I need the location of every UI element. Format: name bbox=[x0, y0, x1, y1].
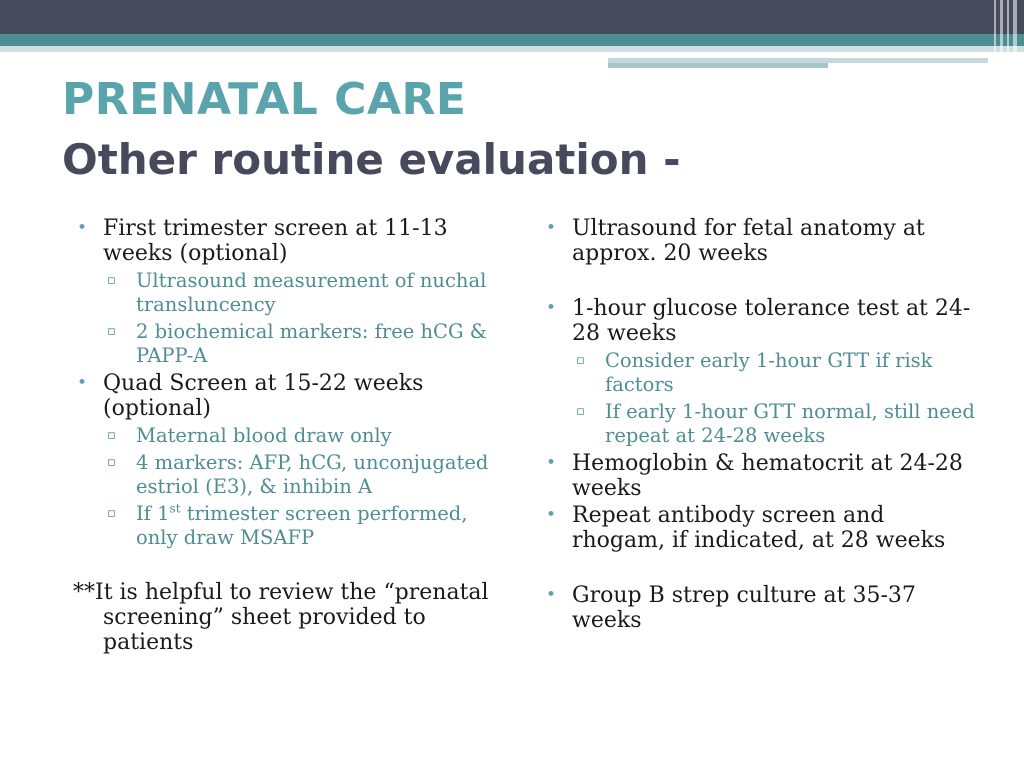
sub-bullet-icon: ▫ bbox=[107, 455, 116, 470]
slide-subtitle: Other routine evaluation - bbox=[62, 135, 681, 184]
bullet-icon: • bbox=[546, 453, 557, 473]
list-item-fetal-anatomy-ultrasound bbox=[541, 216, 981, 266]
header-accent-line-short bbox=[608, 63, 828, 68]
bullet-icon: • bbox=[546, 218, 557, 238]
slide-title: PRENATAL CARE bbox=[62, 74, 467, 125]
header-band-light bbox=[0, 46, 1024, 52]
list-item-text: 1-hour glucose tolerance test at 24-28 weeks bbox=[572, 296, 971, 346]
sub-item-early-gtt bbox=[572, 349, 981, 397]
header-vertical-stripes bbox=[990, 0, 1024, 70]
list-item-group-b-strep bbox=[541, 583, 981, 633]
superscript-ordinal: st bbox=[169, 501, 181, 516]
list-item-first-trimester-screen bbox=[72, 216, 502, 368]
sub-item-biochemical-markers bbox=[103, 320, 502, 368]
sub-item-text: 4 markers: AFP, hCG, unconjugated estriol (E3), & inhibin A bbox=[136, 451, 489, 498]
sub-item-text-rest: trimester screen performed, only draw MSAFP bbox=[136, 502, 468, 549]
sub-item-maternal-blood-draw bbox=[103, 424, 502, 448]
bullet-icon: • bbox=[546, 585, 557, 605]
screening-sheet-note: **It is helpful to review the “prenatal screening” sheet provided to patients bbox=[73, 580, 489, 655]
sub-bullet-icon: ▫ bbox=[107, 324, 116, 339]
bullet-icon: • bbox=[546, 505, 557, 525]
list-item-text: Group B strep culture at 35-37 weeks bbox=[572, 583, 916, 633]
sub-item-text-prefix: If 1 bbox=[136, 502, 170, 525]
sub-bullet-icon: ▫ bbox=[107, 273, 116, 288]
header-band-dark bbox=[0, 0, 1024, 34]
sub-item-text bbox=[136, 502, 467, 549]
left-column bbox=[72, 216, 502, 677]
list-item-hemoglobin-hematocrit bbox=[541, 451, 981, 501]
sub-item-msafp bbox=[103, 502, 502, 550]
bullet-icon: • bbox=[77, 218, 88, 238]
sub-item-text: Consider early 1-hour GTT if risk factors bbox=[605, 349, 933, 396]
header-band-teal bbox=[0, 34, 1024, 46]
bullet-icon: • bbox=[77, 373, 88, 393]
sub-item-four-markers bbox=[103, 451, 502, 499]
sub-item-text: 2 biochemical markers: free hCG & PAPP-A bbox=[136, 320, 488, 367]
list-item-text: Repeat antibody screen and rhogam, if indicated, at 28 weeks bbox=[572, 503, 946, 553]
right-column bbox=[541, 216, 981, 635]
list-item-quad-screen bbox=[72, 371, 502, 550]
sub-bullet-icon: ▫ bbox=[107, 506, 116, 521]
sub-item-text: If early 1-hour GTT normal, still need repeat at 24-28 weeks bbox=[605, 400, 975, 447]
sub-item-repeat-gtt bbox=[572, 400, 981, 448]
sub-bullet-icon: ▫ bbox=[576, 353, 585, 368]
spacer bbox=[541, 555, 981, 583]
sub-item-ultrasound-nuchal bbox=[103, 269, 502, 317]
spacer bbox=[541, 268, 981, 296]
list-item-text: Ultrasound for fetal anatomy at approx. 20 weeks bbox=[572, 216, 925, 266]
sub-item-text: Ultrasound measurement of nuchal transluncency bbox=[136, 269, 487, 316]
list-item-text: First trimester screen at 11-13 weeks (optional) bbox=[103, 216, 448, 266]
bullet-icon: • bbox=[546, 298, 557, 318]
sub-bullet-icon: ▫ bbox=[576, 404, 585, 419]
list-item-text: Hemoglobin & hematocrit at 24-28 weeks bbox=[572, 451, 963, 501]
sub-item-text: Maternal blood draw only bbox=[136, 424, 392, 447]
sub-bullet-icon: ▫ bbox=[107, 428, 116, 443]
list-item-antibody-screen bbox=[541, 503, 981, 553]
list-item-text: Quad Screen at 15-22 weeks (optional) bbox=[103, 371, 424, 421]
list-item-glucose-tolerance-test bbox=[541, 296, 981, 448]
